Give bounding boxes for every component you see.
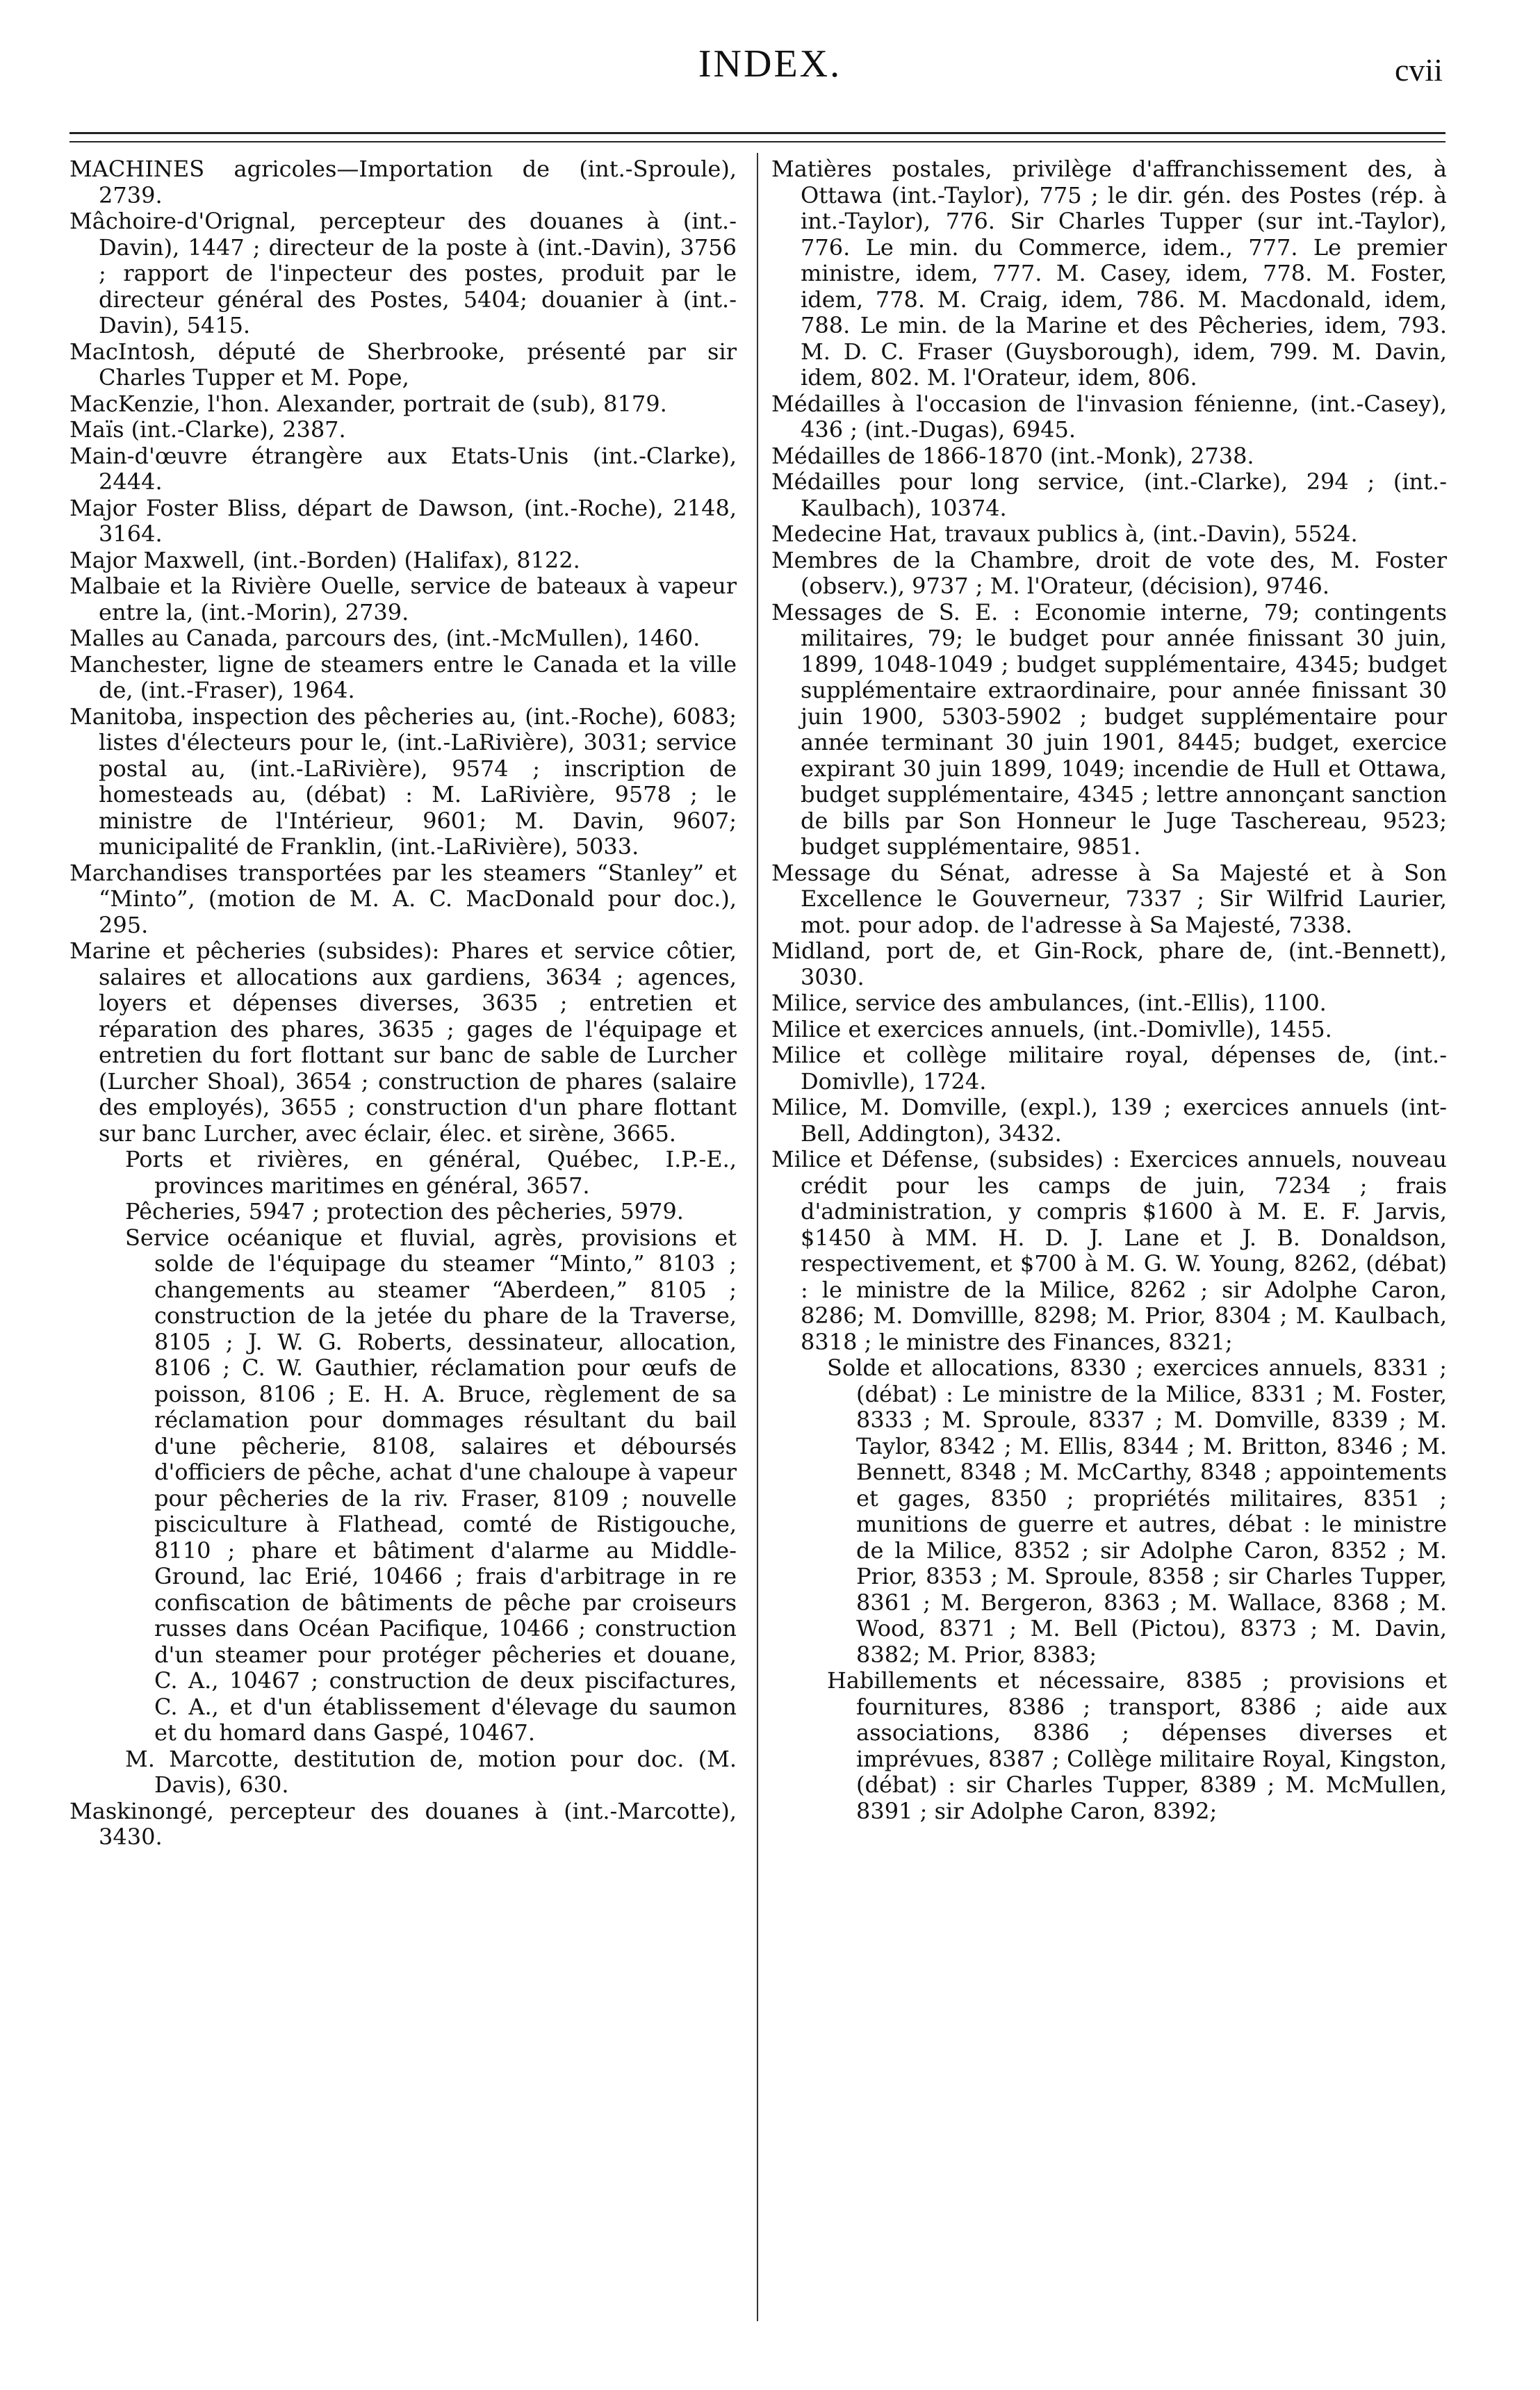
index-entry: Messages de S. E. : Economie interne, 79; contingents militaires, 79; le budget pour année finissant 30 juin, 1899, 1048-1049 ; budget supplémentaire, 4345; budget supplémentaire extraordinaire, pour année finissant 30 juin 1900, 5303-5902 ; budget supplémentaire pour année terminant 30 juin 1901, 8445; budget, exercice expirant 30 juin 1899, 1049; incendie de Hull et Ottawa, budget supplémentaire, 4345 ; lettre annonçant sanction de bills par Son Honneur le Juge Taschereau, 9523; budget supplémentaire, 9851.: [771, 598, 1447, 860]
index-subentry: M. Marcotte, destitution de, motion pour doc. (M. Davis), 630.: [125, 1745, 737, 1798]
index-subentry: Service océanique et fluvial, agrès, provisions et solde de l'équipage du steamer “Minto,” 8103 ; changements au steamer “Aberdeen,” 8105 ; construction de la jetée du phare de la Traverse, 8105 ; J. W. G. Roberts, dessinateur, allocation, 8106 ; C. W. Gauthier, réclamation pour œufs de poisson, 8106 ; E. H. A. Bruce, règlement de sa réclamation pour dommages résultant du bail d'une pêcherie, 8108, salaires et déboursés d'officiers de pêche, achat d'une chaloupe à vapeur pour pêcheries de la riv. Fraser, 8109 ; nouvelle pisciculture à Flathead, comté de Ristigouche, 8110 ; phare et bâtiment d'alarme au Middle-Ground, lac Erié, 10466 ; frais d'arbitrage in re confiscation de bâtiments de pêche par croiseurs russes dans Océan Pacifique, 10466 ; construction d'un steamer pour protéger pêcheries et douane, C. A., 10467 ; construction de deux piscifactures, C. A., et d'un établissement d'élevage du saumon et du homard dans Gaspé, 10467.: [125, 1224, 737, 1746]
index-entry: Marine et pêcheries (subsides): Phares et service côtier, salaires et allocations aux gardiens, 3634 ; agences, loyers et dépenses diverses, 3635 ; entretien et réparation des phares, 3635 ; gages de l'équipage et entretien du fort flottant sur banc de sable de Lurcher (Lurcher Shoal), 3654 ; construction de phares (salaire des employés), 3655 ; construction d'un phare flottant sur banc Lurcher, avec éclair, élec. et sirène, 3665.: [69, 938, 737, 1147]
index-entry: Milice, M. Domville, (expl.), 139 ; exercices annuels (int-Bell, Addington), 3432.: [771, 1094, 1447, 1147]
index-entry: Mâchoire-d'Orignal, percepteur des douanes à (int.-Davin), 1447 ; directeur de la poste à (int.-Davin), 3756 ; rapport de l'inpecteur des postes, produit par le directeur général des Postes, 5404; douanier à (int.-Davin), 5415.: [69, 208, 737, 338]
index-subentry: Habillements et nécessaire, 8385 ; provisions et fournitures, 8386 ; transport, 8386 ; aide aux associations, 8386 ; dépenses diverses et imprévues, 8387 ; Collège militaire Royal, Kingston, (débat) : sir Charles Tupper, 8389 ; M. McMullen, 8391 ; sir Adolphe Caron, 8392;: [827, 1667, 1447, 1824]
right-column: [771, 156, 1447, 1824]
index-entry: Médailles à l'occasion de l'invasion fénienne, (int.-Casey), 436 ; (int.-Dugas), 6945.: [771, 390, 1447, 443]
index-entry: Médailles de 1866-1870 (int.-Monk), 2738.: [771, 442, 1254, 469]
column-divider: [757, 153, 758, 2321]
index-entry: Main-d'œuvre étrangère aux Etats-Unis (int.-Clarke), 2444.: [69, 442, 737, 495]
index-entry: MacIntosh, député de Sherbrooke, présenté par sir Charles Tupper et M. Pope,: [69, 338, 737, 391]
index-entry: Manchester, ligne de steamers entre le Canada et la ville de, (int.-Fraser), 1964.: [69, 650, 737, 703]
index-entry: Malles au Canada, parcours des, (int.-McMullen), 1460.: [69, 625, 701, 651]
header-rule: [69, 132, 1445, 134]
index-entry: Matières postales, privilège d'affranchissement des, à Ottawa (int.-Taylor), 775 ; le dir. gén. des Postes (rép. à int.-Taylor), 776. Sir Charles Tupper (sur int.-Taylor), 776. Le min. du Commerce, idem., 777. Le premier ministre, idem, 777. M. Casey, idem, 778. M. Foster, idem, 778. M. Craig, idem, 786. M. Macdonald, idem, 788. Le min. de la Marine et des Pêcheries, idem, 793. M. D. C. Fraser (Guysborough), idem, 799. M. Davin, idem, 802. M. l'Orateur, idem, 806.: [771, 156, 1447, 391]
index-entry: Maskinongé, percepteur des douanes à (int.-Marcotte), 3430.: [69, 1797, 737, 1850]
index-entry: Maïs (int.-Clarke), 2387.: [69, 416, 346, 443]
index-entry: Milice et collège militaire royal, dépenses de, (int.-Domivlle), 1724.: [771, 1042, 1447, 1095]
index-entry: Manitoba, inspection des pêcheries au, (int.-Roche), 6083; listes d'électeurs pour le, (int.-LaRivière), 3031; service postal au, (int.-LaRivière), 9574 ; inscription de homesteads au, (débat) : M. LaRivière, 9578 ; le ministre de l'Intérieur, 9601; M. Davin, 9607; municipalité de Franklin, (int.-LaRivière), 5033.: [69, 703, 737, 860]
index-entry: Major Maxwell, (int.-Borden) (Halifax), 8122.: [69, 546, 580, 573]
index-entry: Médailles pour long service, (int.-Clarke), 294 ; (int.-Kaulbach), 10374.: [771, 468, 1447, 521]
index-entry: Message du Sénat, adresse à Sa Majesté et à Son Excellence le Gouverneur, 7337 ; Sir Wilfrid Laurier, mot. pour adop. de l'adresse à Sa Majesté, 7338.: [771, 859, 1447, 938]
index-subentry: Pêcheries, 5947 ; protection des pêcheries, 5979.: [125, 1198, 684, 1225]
index-entry: Membres de la Chambre, droit de vote des, M. Foster (observ.), 9737 ; M. l'Orateur, (décision), 9746.: [771, 546, 1447, 599]
page-title: INDEX.: [698, 42, 842, 85]
index-entry: Malbaie et la Rivière Ouelle, service de bateaux à vapeur entre la, (int.-Morin), 2739.: [69, 573, 737, 625]
index-entry: Major Foster Bliss, départ de Dawson, (int.-Roche), 2148, 3164.: [69, 494, 737, 547]
index-entry: Marchandises transportées par les steamers “Stanley” et “Minto”, (motion de M. A. C. MacDonald pour doc.), 295.: [69, 859, 737, 938]
index-entry: Milice, service des ambulances, (int.-Ellis), 1100.: [771, 990, 1327, 1016]
page-header: [0, 42, 1540, 97]
left-column: [69, 156, 737, 1851]
index-entry: MACHINES agricoles—Importation de (int.-Sproule), 2739.: [69, 156, 737, 208]
index-entry: MacKenzie, l'hon. Alexander, portrait de (sub), 8179.: [69, 390, 667, 417]
page-number: cvii: [1395, 52, 1443, 88]
index-entry: Midland, port de, et Gin-Rock, phare de, (int.-Bennett), 3030.: [771, 938, 1447, 990]
header-rule-lower: [69, 141, 1445, 142]
index-subentry: Ports et rivières, en général, Québec, I.P.-E., provinces maritimes en général, 3657.: [125, 1146, 737, 1199]
index-entry: Milice et exercices annuels, (int.-Domivlle), 1455.: [771, 1015, 1332, 1042]
index-entry: Milice et Défense, (subsides) : Exercices annuels, nouveau crédit pour les camps de juin, 7234 ; frais d'administration, y compris $1600 à M. E. F. Jarvis, $1450 à MM. H. D. J. Lane et J. B. Donaldson, respectivement, et $700 à M. G. W. Young, 8262, (débat) : le ministre de la Milice, 8262 ; sir Adolphe Caron, 8286; M. Domvillle, 8298; M. Prior, 8304 ; M. Kaulbach, 8318 ; le ministre des Finances, 8321;: [771, 1146, 1447, 1355]
index-subentry: Solde et allocations, 8330 ; exercices annuels, 8331 ; (débat) : Le ministre de la Milice, 8331 ; M. Foster, 8333 ; M. Sproule, 8337 ; M. Domville, 8339 ; M. Taylor, 8342 ; M. Ellis, 8344 ; M. Britton, 8346 ; M. Bennett, 8348 ; M. McCarthy, 8348 ; appointements et gages, 8350 ; propriétés militaires, 8351 ; munitions de guerre et autres, débat : le ministre de la Milice, 8352 ; sir Adolphe Caron, 8352 ; M. Prior, 8353 ; M. Sproule, 8358 ; sir Charles Tupper, 8361 ; M. Bergeron, 8363 ; M. Wallace, 8368 ; M. Wood, 8371 ; M. Bell (Pictou), 8373 ; M. Davin, 8382; M. Prior, 8383;: [827, 1354, 1447, 1668]
index-entry: Medecine Hat, travaux publics à, (int.-Davin), 5524.: [771, 521, 1358, 547]
